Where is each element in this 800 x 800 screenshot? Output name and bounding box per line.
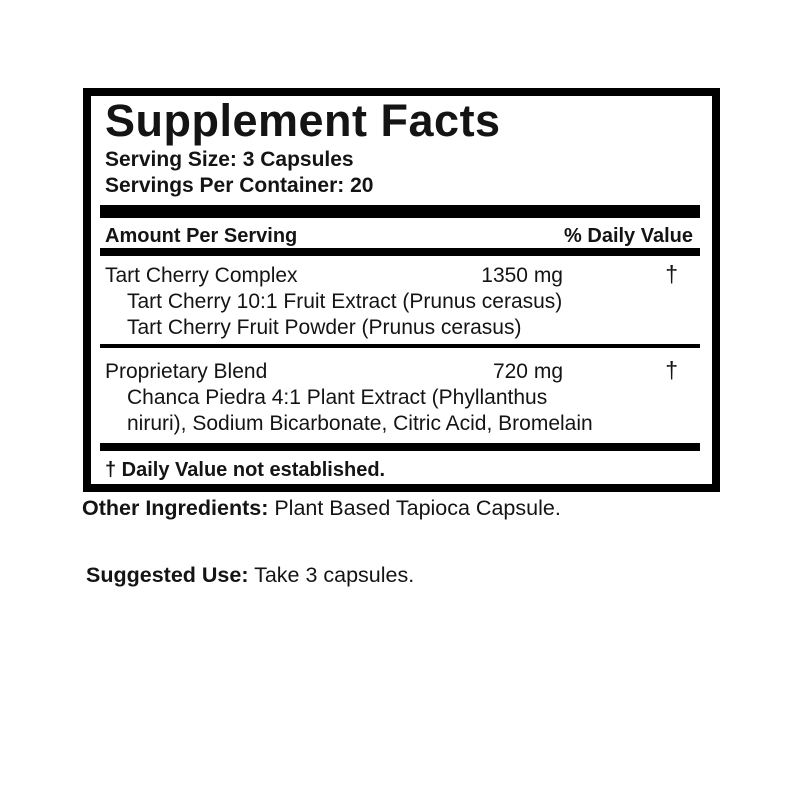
ingredient-subline: niruri), Sodium Bicarbonate, Citric Acid, Bromelain [127, 412, 593, 435]
ingredient-row-proprietary-blend [100, 358, 700, 384]
suggested-use-label: Suggested Use: [86, 563, 249, 587]
amount-per-serving-header: Amount Per Serving [105, 225, 298, 247]
serving-size-line: Serving Size: 3 Capsules [105, 148, 354, 171]
daily-value-header: % Daily Value [564, 225, 693, 247]
ingredient-row-tart-cherry [100, 262, 700, 288]
ingredient-subline: Chanca Piedra 4:1 Plant Extract (Phyllanthus [127, 386, 548, 409]
column-header-row [100, 224, 700, 248]
ingredient-name: Tart Cherry Complex [105, 264, 298, 287]
supplement-facts-panel [83, 88, 720, 492]
ingredient-daily-value-dagger: † [665, 357, 678, 383]
ingredient-daily-value-dagger: † [665, 261, 678, 287]
other-ingredients-label: Other Ingredients: [82, 496, 269, 520]
ingredient-amount: 1350 mg [481, 264, 563, 287]
ingredient-subline: Tart Cherry Fruit Powder (Prunus cerasus) [127, 316, 522, 339]
daily-value-footnote: † Daily Value not established. [105, 459, 386, 481]
other-ingredients-text: Plant Based Tapioca Capsule. [268, 496, 561, 520]
divider-thick-top [100, 205, 700, 218]
other-ingredients-line [82, 495, 561, 521]
divider-medium-header [100, 248, 700, 256]
panel-title: Supplement Facts [105, 95, 501, 146]
divider-thin-between-rows [100, 344, 700, 348]
servings-per-container-line: Servings Per Container: 20 [105, 174, 374, 197]
suggested-use-text: Take 3 capsules. [248, 563, 415, 587]
ingredient-name: Proprietary Blend [105, 360, 268, 383]
suggested-use-line [86, 562, 414, 588]
ingredient-amount: 720 mg [492, 360, 563, 383]
ingredient-subline: Tart Cherry 10:1 Fruit Extract (Prunus cerasus) [127, 290, 563, 313]
divider-medium-footer [100, 443, 700, 451]
